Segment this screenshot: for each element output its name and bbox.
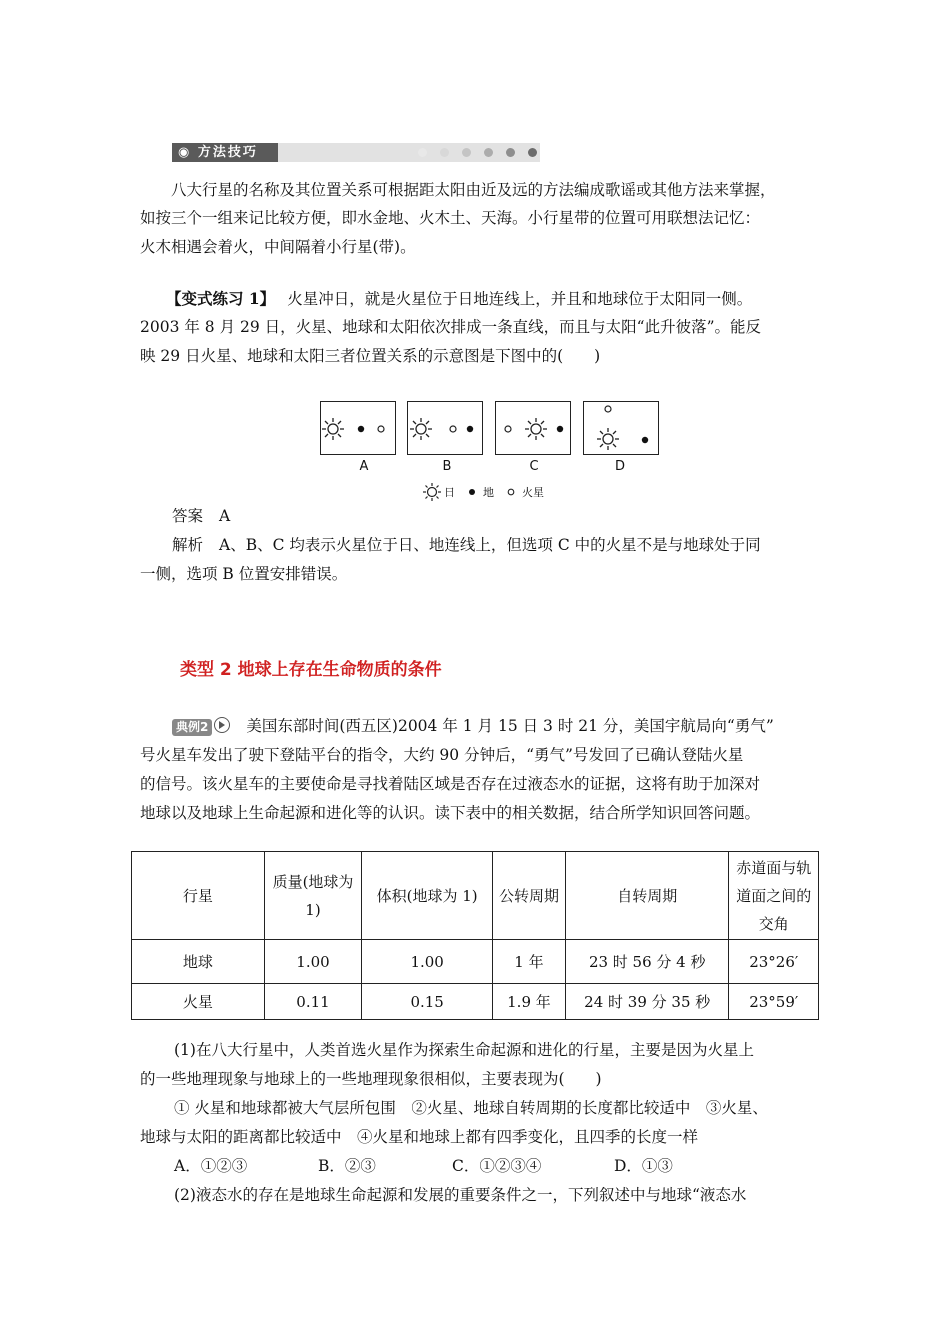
- option-box-b: [407, 401, 483, 455]
- table-header: 自转周期: [565, 852, 729, 940]
- table-row: [132, 984, 819, 1020]
- option-box-a: [320, 401, 396, 455]
- mars-icon: [378, 426, 384, 432]
- tip-line-2: 如按三个一组来记比较方便，即水金地、火木土、天海。小行星带的位置可用联想法记忆：: [140, 209, 761, 227]
- table-cell: 24 时 39 分 35 秒: [565, 984, 729, 1020]
- table-cell: 23°59′: [729, 984, 819, 1020]
- figure-legend: [422, 482, 544, 502]
- table-cell: 火星: [132, 984, 265, 1020]
- table-cell: 0.11: [264, 984, 362, 1020]
- sun-icon: [597, 428, 619, 450]
- mars-icon: [450, 426, 456, 432]
- option-label-a: A: [359, 459, 369, 474]
- table-row: [132, 940, 819, 984]
- option-box-d: [583, 401, 659, 455]
- q2-line-1: (2)液态水的存在是地球生命起源和发展的重要条件之一，下列叙述中与地球“液态水: [174, 1186, 747, 1204]
- answer-line: [172, 502, 852, 531]
- sun-icon: [410, 418, 432, 440]
- example-line-4: 地球以及地球上生命起源和进化等的认识。读下表中的相关数据，结合所学知识回答问题。: [140, 804, 761, 822]
- banner-bar: [278, 143, 540, 162]
- q1-line-3: ① 火星和地球都被大气层所包围 ②火星、地球自转周期的长度都比较适中 ③火星、: [174, 1099, 768, 1117]
- example-line-2: 号火星车发出了驶下登陆平台的指令，大约 90 分钟后，“勇气”号发回了已确认登陆火星: [140, 746, 744, 764]
- banner-dot: [528, 148, 537, 157]
- option-label-b: B: [442, 459, 452, 474]
- option-label-d: D: [614, 459, 625, 474]
- mars-icon: [605, 406, 611, 412]
- analysis-line-1: [172, 531, 822, 560]
- table-cell: 0.15: [362, 984, 493, 1020]
- planet-data-table: [131, 851, 819, 1020]
- diagram-b: [408, 402, 481, 453]
- earth-icon: [557, 426, 563, 432]
- exercise-line-3: 映 29 日火星、地球和太阳三者位置关系的示意图是下图中的( ): [140, 347, 601, 365]
- sun-icon: [322, 418, 344, 440]
- exercise-line-1: [166, 284, 826, 314]
- banner-dot: [484, 148, 493, 157]
- analysis-label: 解析: [172, 536, 204, 554]
- example-line-3: 的信号。该火星车的主要使命是寻找着陆区域是否存在过液态水的证据，这将有助于加深对: [140, 775, 761, 793]
- exercise-label: 【变式练习 1】: [166, 289, 276, 308]
- q1-option-a[interactable]: A．①②③: [174, 1157, 248, 1175]
- section-title: 类型 2 地球上存在生命物质的条件: [180, 660, 442, 680]
- banner-dot: [418, 148, 427, 157]
- table-header-row: [132, 852, 819, 940]
- banner-dot: [462, 148, 471, 157]
- banner-dot: [440, 148, 449, 157]
- table-cell: 23 时 56 分 4 秒: [565, 940, 729, 984]
- option-box-c: [495, 401, 571, 455]
- diagram-c: [496, 402, 569, 453]
- sun-icon: [422, 482, 444, 502]
- q1-line-2: 的一些地理现象与地球上的一些地理现象很相似，主要表现为( ): [140, 1070, 602, 1088]
- legend-mars-label: 火星: [522, 486, 544, 499]
- answer-value: A: [219, 507, 231, 525]
- tip-line-1: 八大行星的名称及其位置关系可根据距太阳由近及远的方法编成歌谣或其他方法来掌握，: [171, 181, 776, 199]
- table-cell: 1.00: [264, 940, 362, 984]
- q1-line-1: (1)在八大行星中，人类首选火星作为探索生命起源和进化的行星，主要是因为火星上: [174, 1041, 754, 1059]
- q1-option-d[interactable]: D．①③: [614, 1157, 673, 1175]
- legend-sun-label: 日: [444, 486, 455, 499]
- example-line-1: [172, 712, 822, 741]
- table-cell: 1 年: [492, 940, 565, 984]
- option-label-c: C: [529, 459, 539, 474]
- table-header: 体积(地球为 1): [362, 852, 493, 940]
- table-cell: 1.9 年: [492, 984, 565, 1020]
- earth-icon: [461, 482, 483, 502]
- earth-icon: [358, 426, 364, 432]
- table-cell: 地球: [132, 940, 265, 984]
- mars-icon: [500, 482, 522, 502]
- example-text-1: 美国东部时间(西五区)2004 年 1 月 15 日 3 时 21 分，美国宇航局向“勇气”: [246, 717, 774, 735]
- table-header: 行星: [132, 852, 265, 940]
- q1-option-c[interactable]: C．①②③④: [452, 1157, 542, 1175]
- diagram-d: [584, 402, 657, 453]
- analysis-line-2: 一侧，选项 B 位置安排错误。: [140, 565, 348, 583]
- method-tips-banner: [172, 143, 540, 162]
- table-cell: 1.00: [362, 940, 493, 984]
- table-header: 赤道面与轨道面之间的交角: [729, 852, 819, 940]
- banner-dot: [506, 148, 515, 157]
- legend-earth-label: 地: [483, 486, 494, 499]
- exercise-text-1: 火星冲日，就是火星位于日地连线上，并且和地球位于太阳同一侧。: [287, 290, 753, 308]
- sun-icon: [525, 418, 547, 440]
- table-cell: 23°26′: [729, 940, 819, 984]
- banner-title: ◉ 方法技巧: [172, 143, 284, 162]
- earth-icon: [642, 437, 648, 443]
- play-icon: [214, 717, 230, 733]
- table-header: 质量(地球为 1): [264, 852, 362, 940]
- exercise-line-2: 2003 年 8 月 29 日，火星、地球和太阳依次排成一条直线，而且与太阳“此升彼落”。能反: [140, 318, 762, 336]
- diagram-a: [321, 402, 394, 453]
- q1-option-b[interactable]: B．②③: [318, 1157, 376, 1175]
- earth-icon: [467, 426, 473, 432]
- example-badge: 典例2: [172, 719, 212, 736]
- answer-label: 答案: [172, 507, 204, 525]
- tip-line-3: 火木相遇会着火，中间隔着小行星(带)。: [140, 238, 416, 256]
- analysis-text-1: A、B、C 均表示火星位于日、地连线上，但选项 C 中的火星不是与地球处于同: [219, 536, 761, 554]
- mars-icon: [505, 426, 511, 432]
- table-header: 公转周期: [492, 852, 565, 940]
- q1-line-4: 地球与太阳的距离都比较适中 ④火星和地球上都有四季变化，且四季的长度一样: [140, 1128, 699, 1146]
